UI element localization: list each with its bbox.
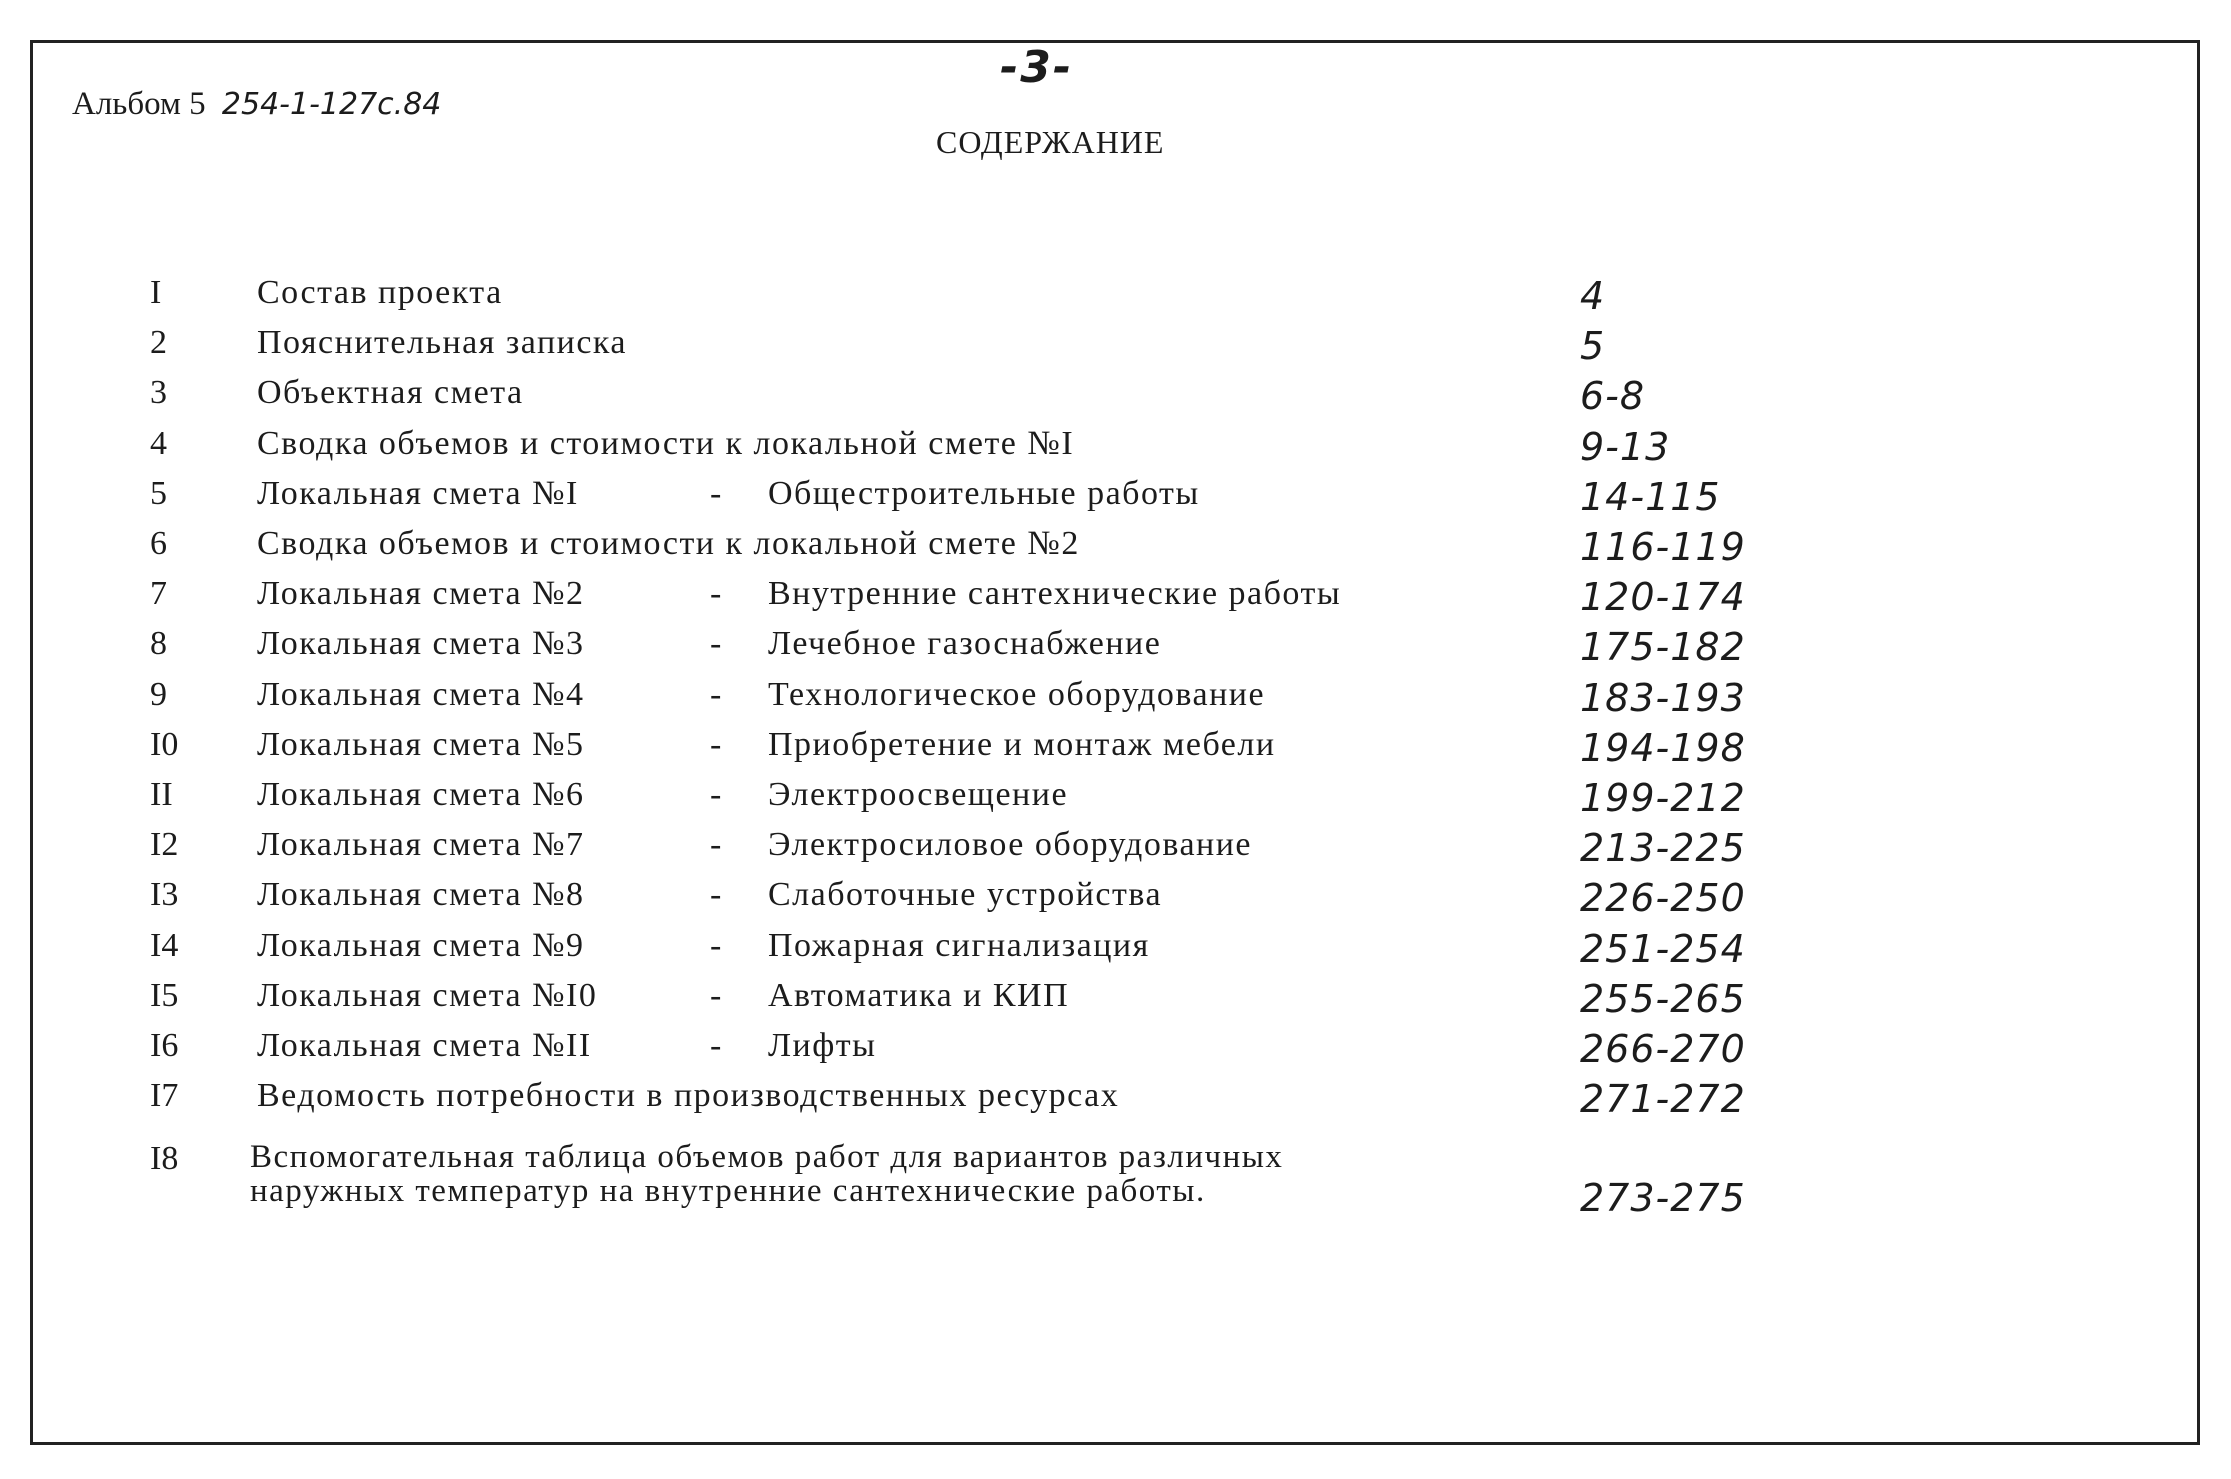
toc-pages: 273-275 — [1580, 1176, 1746, 1220]
toc-subtitle: Общестроительные работы — [768, 474, 1200, 512]
toc-row — [0, 1077, 2231, 1125]
toc-dash: - — [710, 876, 722, 914]
toc-pages: 6-8 — [1580, 374, 1646, 419]
toc-row — [0, 324, 2231, 372]
album-label: Альбом 5 — [72, 86, 206, 122]
toc-number: I7 — [150, 1077, 179, 1115]
toc-pages: 194-198 — [1580, 725, 1746, 770]
toc-number: 3 — [150, 374, 167, 412]
toc-row — [0, 676, 2231, 724]
toc-row — [0, 1027, 2231, 1075]
toc-row — [0, 1139, 2231, 1220]
toc-number: I0 — [150, 725, 179, 763]
toc-title: Сводка объемов и стоимости к локальной смете №2 — [257, 525, 1080, 562]
toc-subtitle: Автоматика и КИП — [768, 976, 1070, 1014]
toc-row — [0, 826, 2231, 874]
toc-title: Локальная смета №I0 — [257, 976, 598, 1014]
toc-title: Ведомость потребности в производственных ресурсах — [257, 1077, 1120, 1115]
toc-row — [0, 726, 2231, 774]
toc-pages: 226-250 — [1580, 876, 1746, 921]
toc-title: Локальная смета №8 — [257, 876, 585, 914]
toc-subtitle: Электроосвещение — [768, 776, 1069, 813]
toc-number: 4 — [150, 424, 167, 462]
toc-subtitle: Приобретение и монтаж мебели — [768, 725, 1276, 763]
toc-title: Локальная смета №2 — [257, 575, 585, 613]
toc-number: 8 — [150, 625, 167, 663]
toc-number: I4 — [150, 926, 179, 964]
toc-row — [0, 475, 2231, 523]
toc-title: Пояснительная записка — [257, 324, 628, 362]
toc-title: Локальная смета №I — [257, 474, 579, 512]
toc-row — [0, 876, 2231, 924]
toc-row — [0, 425, 2231, 473]
toc-number: 5 — [150, 474, 167, 512]
toc-number: 9 — [150, 675, 167, 713]
toc-row — [0, 625, 2231, 673]
page-number: -3- — [1000, 42, 1074, 93]
toc-dash: - — [710, 776, 722, 813]
toc-title: Локальная смета №3 — [257, 625, 585, 663]
toc-number: II — [150, 776, 173, 813]
toc-title: Состав проекта — [257, 274, 503, 311]
toc-title-line: Вспомогательная таблица объемов работ для вариантов различных — [250, 1139, 1284, 1175]
toc-pages: 116-119 — [1580, 525, 1746, 569]
toc-dash: - — [710, 675, 722, 713]
toc-pages: 4 — [1580, 274, 1606, 318]
toc-dash: - — [710, 625, 722, 663]
toc-title: Локальная смета №9 — [257, 926, 585, 964]
toc-pages: 251-254 — [1580, 926, 1746, 971]
toc-subtitle: Лечебное газоснабжение — [768, 625, 1162, 663]
toc-subtitle: Пожарная сигнализация — [768, 926, 1150, 964]
toc-number: I2 — [150, 826, 179, 864]
toc-title: Локальная смета №4 — [257, 675, 585, 713]
toc-row — [0, 927, 2231, 975]
toc-dash: - — [710, 725, 722, 763]
toc-title: Локальная смета №7 — [257, 826, 585, 864]
toc-row — [0, 575, 2231, 623]
toc-dash: - — [710, 826, 722, 864]
toc-number: 2 — [150, 324, 167, 362]
toc-number: 7 — [150, 575, 167, 613]
toc-subtitle: Электросиловое оборудование — [768, 826, 1253, 864]
toc-dash: - — [710, 474, 722, 512]
toc-row — [0, 525, 2231, 573]
toc-row — [0, 374, 2231, 422]
toc-number: I8 — [150, 1140, 179, 1177]
toc-subtitle: Внутренние сантехнические работы — [768, 575, 1342, 613]
toc-dash: - — [710, 1027, 722, 1064]
toc-title: Локальная смета №II — [257, 1027, 592, 1064]
toc-dash: - — [710, 976, 722, 1014]
toc-row — [0, 776, 2231, 824]
album-reference — [72, 86, 441, 123]
toc-pages: 213-225 — [1580, 826, 1746, 871]
toc-title: Объектная смета — [257, 374, 524, 412]
toc-pages: 14-115 — [1580, 474, 1721, 519]
toc-pages: 5 — [1580, 324, 1606, 369]
toc-subtitle: Лифты — [768, 1027, 877, 1064]
toc-title: Локальная смета №6 — [257, 776, 585, 813]
toc-pages: 255-265 — [1580, 976, 1746, 1021]
toc-title: Сводка объемов и стоимости к локальной смете №I — [257, 424, 1075, 462]
toc-number: I5 — [150, 976, 179, 1014]
toc-title-line: наружных температур на внутренние сантехнические работы. — [250, 1173, 1206, 1209]
toc-pages: 183-193 — [1580, 675, 1746, 720]
toc-number: 6 — [150, 525, 167, 562]
toc-subtitle: Слаботочные устройства — [768, 876, 1163, 914]
toc-number: I6 — [150, 1027, 179, 1064]
toc-dash: - — [710, 926, 722, 964]
toc-number: I — [150, 274, 162, 311]
toc-number: I3 — [150, 876, 179, 914]
contents-heading: СОДЕРЖАНИЕ — [936, 124, 1165, 160]
toc-row — [0, 977, 2231, 1025]
album-code: 254-1-127с.84 — [221, 87, 442, 122]
toc-title — [250, 1140, 1283, 1208]
toc-pages: 9-13 — [1580, 424, 1671, 469]
toc-pages: 175-182 — [1580, 625, 1746, 670]
toc-pages: 120-174 — [1580, 575, 1746, 620]
toc-row — [0, 274, 2231, 322]
toc-subtitle: Технологическое оборудование — [768, 675, 1266, 713]
toc-pages: 266-270 — [1580, 1027, 1746, 1071]
toc-title: Локальная смета №5 — [257, 725, 585, 763]
toc-dash: - — [710, 575, 722, 613]
toc-pages: 199-212 — [1580, 776, 1746, 820]
toc-pages: 271-272 — [1580, 1077, 1746, 1122]
